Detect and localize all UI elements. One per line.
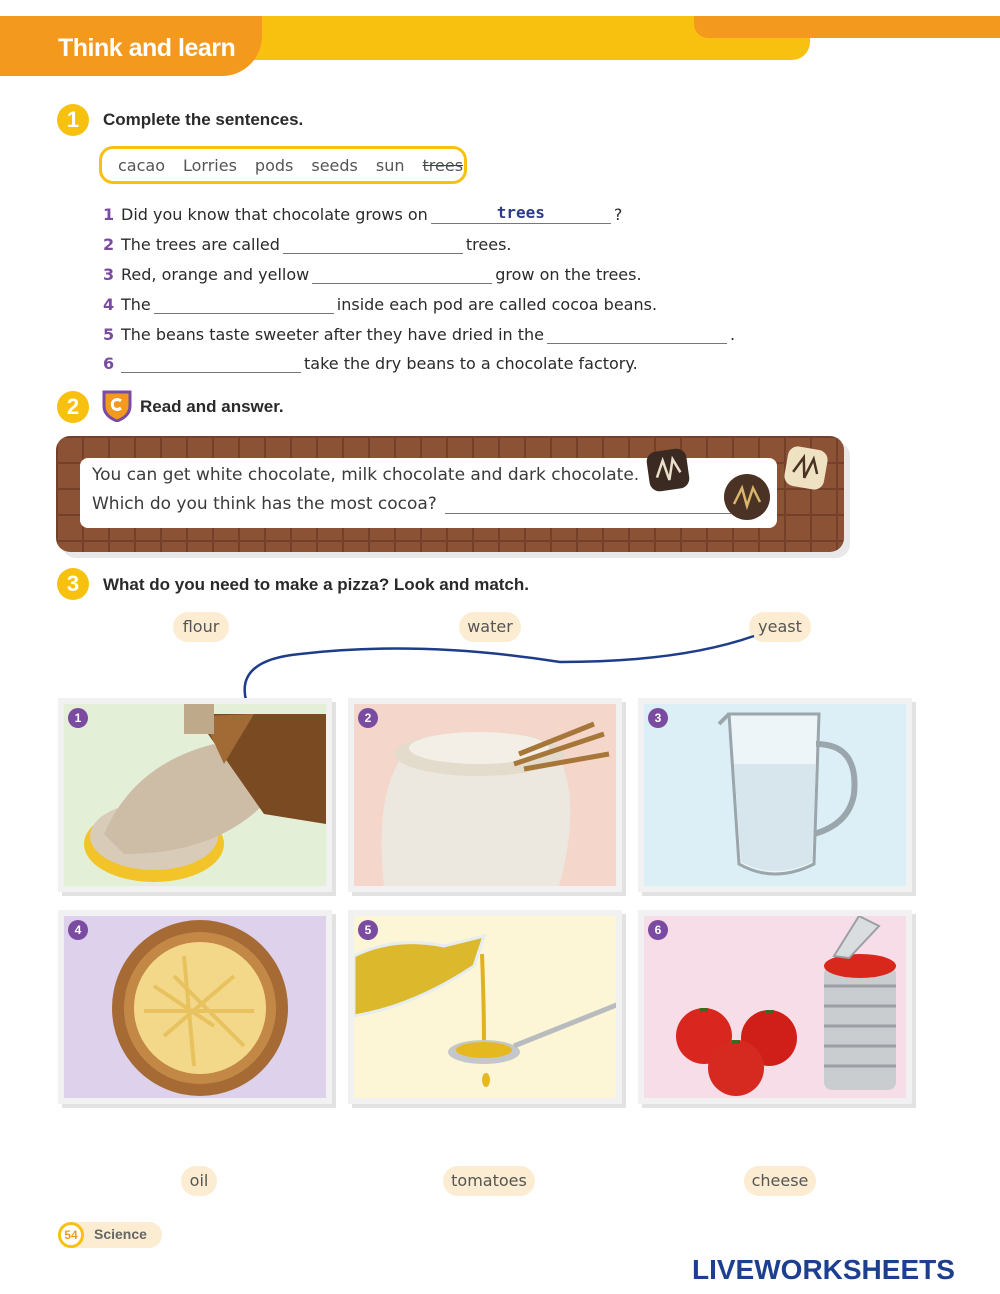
image-card-3[interactable] — [638, 698, 912, 892]
grated-cheese-image — [64, 916, 326, 1098]
section-3-number: 3 — [57, 568, 89, 600]
olive-oil-spoon-image — [354, 916, 616, 1098]
word-cacao: cacao — [118, 155, 165, 175]
word-trees-used: trees — [422, 155, 464, 175]
word-tomatoes[interactable]: tomatoes — [443, 1166, 535, 1196]
section-1-heading: Complete the sentences. — [103, 110, 304, 129]
tomatoes-can-image — [644, 916, 906, 1098]
subject-label: Science — [94, 1226, 147, 1242]
flour-sack-image — [354, 704, 616, 886]
card-number-1: 1 — [68, 708, 88, 728]
word-water[interactable]: water — [459, 612, 521, 642]
page-title: Think and learn — [58, 34, 236, 62]
section-2-heading: Read and answer. — [140, 397, 284, 416]
image-card-4[interactable] — [58, 910, 332, 1104]
page-number-tab — [58, 1222, 162, 1248]
section-1-number: 1 — [57, 104, 89, 136]
section-3-heading: What do you need to make a pizza? Look and match. — [103, 575, 529, 594]
word-sun: sun — [375, 155, 405, 175]
card-number-2: 2 — [358, 708, 378, 728]
word-pods: pods — [254, 155, 294, 175]
sentence-1: 1 Did you know that chocolate grows on trees ? — [103, 203, 623, 224]
word-flour[interactable]: flour — [173, 612, 229, 642]
answer-field-1[interactable]: trees — [431, 205, 611, 224]
section-2-number: 2 — [57, 391, 89, 423]
sentence-5: 5 The beans taste sweeter after they have dried in the . — [103, 325, 736, 344]
card-number-5: 5 — [358, 920, 378, 940]
image-card-6[interactable] — [638, 910, 912, 1104]
page-number: 54 — [58, 1222, 84, 1248]
word-oil[interactable]: oil — [181, 1166, 217, 1196]
brand-text: LIVEWORKSHEETS — [692, 1254, 955, 1285]
water-jug-image — [644, 704, 906, 886]
image-card-1[interactable] — [58, 698, 332, 892]
sentence-3: 3 Red, orange and yellow grow on the trees. — [103, 265, 642, 284]
question-line-2: Which do you think has the most cocoa? — [92, 494, 734, 514]
card-number-6: 6 — [648, 920, 668, 940]
word-lorries: Lorries — [183, 155, 237, 175]
sentence-6: 6 take the dry beans to a chocolate factory. — [103, 354, 638, 373]
image-card-2[interactable] — [348, 698, 622, 892]
card-number-4: 4 — [68, 920, 88, 940]
question-line-1: You can get white chocolate, milk chocolate and dark chocolate. — [92, 465, 640, 485]
image-card-5[interactable] — [348, 910, 622, 1104]
brand-logo — [692, 1254, 955, 1286]
sentence-4: 4 The inside each pod are called cocoa beans. — [103, 295, 658, 314]
word-seeds: seeds — [311, 155, 358, 175]
word-cheese[interactable]: cheese — [744, 1166, 816, 1196]
sentence-2: 2 The trees are called trees. — [103, 235, 512, 254]
yeast-jar-image — [64, 704, 326, 886]
word-yeast[interactable]: yeast — [749, 612, 811, 642]
card-number-3: 3 — [648, 708, 668, 728]
